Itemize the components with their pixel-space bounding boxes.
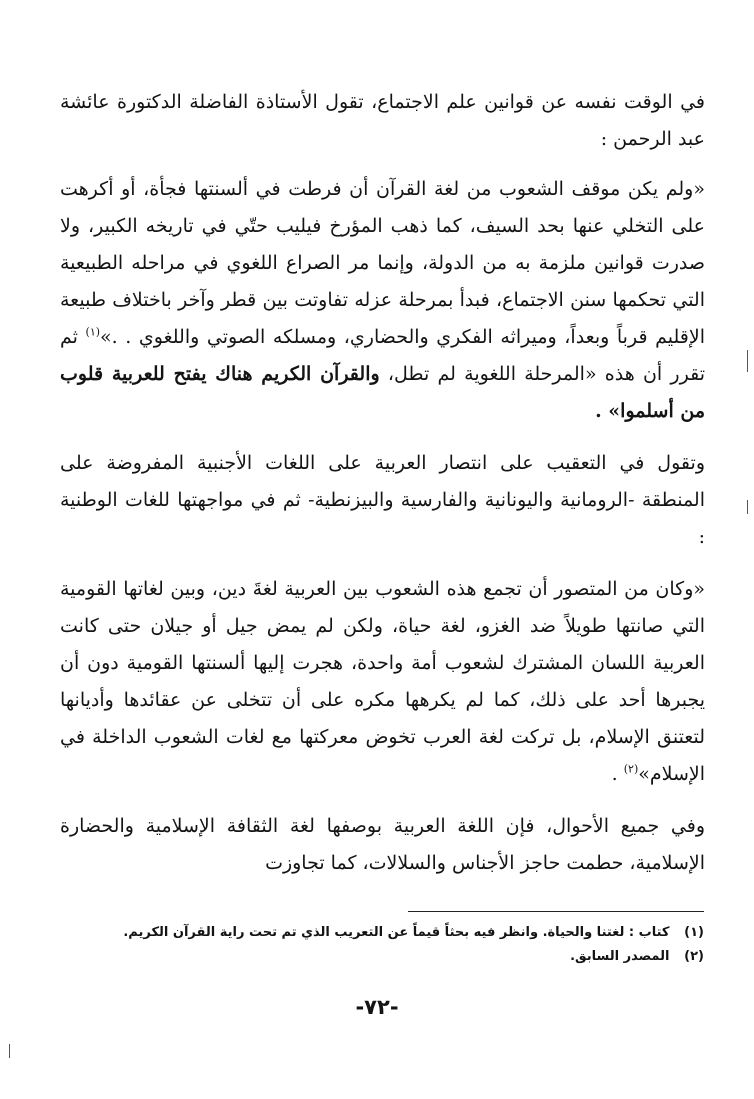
footnote-2 (54, 946, 704, 967)
first-quotation-closing: » . (595, 400, 621, 422)
first-quotation-continuation: ثم تقرر أن هذه «المرحلة اللغوية لم تطل، (60, 326, 705, 385)
closing-paragraph: وفي جميع الأحوال، فإن اللغة العربية بوصفها لغة الثقافة الإسلامية والحضارة الإسلامية، حطمت حاجز الأجناس والسلالات، كما تجاوزت (60, 815, 705, 874)
footnote-separator (408, 911, 704, 912)
first-quotation-bold-text: والقرآن الكريم هناك يفتح للعربية قلوب من أسلموا (60, 363, 705, 422)
footnote-1 (54, 922, 704, 943)
footnote-2-number: (٢) (684, 949, 704, 964)
footnote-2-text: المصدر السابق. (570, 949, 670, 964)
footnotes-section (54, 922, 704, 970)
second-quotation-text: «وكان من المتصور أن تجمع هذه الشعوب بين العربية لغةَ دين، وبين لغاتها القومية التي صانتها طويلاً ضد الغزو، لغة حياة، ولكن لم يمض جيل أو جيلان حتى كانت العربية اللسان المشترك لشعوب أمة واحدة، هجرت إليها ألسنتها القومية دون أن يجبرها أحد على ذلك، كما لم يكرهها مكره على أن تتخلى عن عقائدها وأديانها لتعتنق الإسلام، بل تركت لغة العرب تخوض معركتها مع لغات الشعوب الداخلة في الإسلام» (60, 578, 705, 785)
footnote-1-number: (١) (684, 925, 704, 940)
scan-edge-mark (9, 1044, 10, 1058)
first-quotation-text: «ولم يكن موقف الشعوب من لغة القرآن أن فرطت في ألسنتها فجأة، أو أكرهت على التخلي عنها بحد السيف، كما ذهب المؤرخ فيليب حتّي في تاريخه الكبير، ولا صدرت قوانين ملزمة به من الدولة، وإنما مر الصراع اللغوي في مراحله الطبيعية التي تحكمها سنن الاجتماع، فبدأ بمرحلة عزله تفاوتت بين قطر وآخر باختلاف طبيعة الإقليم قرباً وبعداً، وميراثه الفكري والحضاري، ومسلكه الصوتي واللغوي . .» (60, 178, 705, 348)
second-quotation-paragraph (60, 571, 705, 793)
first-quotation-paragraph (60, 171, 705, 430)
intro-paragraph: في الوقت نفسه عن قوانين علم الاجتماع، تقول الأستاذة الفاضلة الدكتورة عائشة عبد الرحمن : (60, 91, 705, 150)
page-number: -٧٢- (355, 995, 399, 1019)
second-quotation-closing: . (611, 763, 624, 785)
scan-edge-mark (747, 350, 748, 372)
footnote-reference-1: (١) (85, 325, 101, 339)
footnote-reference-2: (٢) (623, 762, 639, 776)
footnote-1-text: كتاب : لغتنا والحياة. وانظر فيه بحثاً قيماً عن التعريب الذي تم تحت راية القرآن الكريم. (123, 925, 670, 940)
commentary-paragraph: وتقول في التعقيب على انتصار العربية على اللغات الأجنبية المفروضة على المنطقة -الرومانية واليونانية والفارسية والبيزنطية- ثم في مواجهتها للغات الوطنية : (60, 452, 705, 548)
scan-edge-mark (747, 500, 748, 514)
main-text-block (60, 84, 705, 895)
